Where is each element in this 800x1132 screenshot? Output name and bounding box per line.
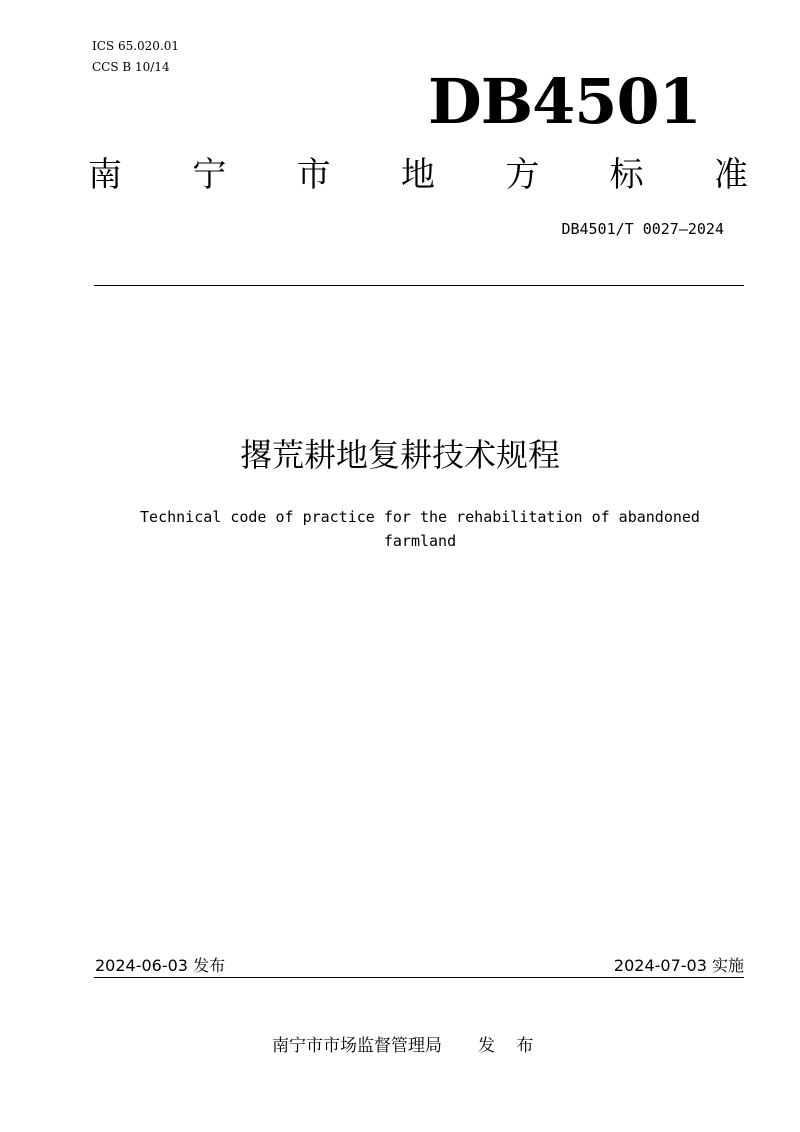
standard-kind-char: 标 (609, 155, 644, 195)
document-title-english: Technical code of practice for the rehabilitation of abandoned farmland (140, 508, 700, 550)
db-logo: DB4501 (428, 65, 701, 138)
standard-kind-char: 方 (505, 155, 540, 195)
ccs-code: CCS B 10/14 (92, 60, 170, 74)
publisher-line (272, 1034, 541, 1058)
standard-kind-char: 南 (88, 155, 122, 195)
standard-kind-char: 宁 (192, 155, 227, 195)
standard-kind-char: 准 (713, 155, 748, 195)
document-title-chinese: 撂荒耕地复耕技术规程 (239, 436, 560, 474)
bottom-divider (94, 977, 744, 978)
standard-kind-char: 市 (296, 155, 331, 195)
top-divider (94, 285, 744, 286)
implementation-date: 2024-07-03 实施 (613, 956, 744, 975)
issue-date: 2024-06-03 发布 (95, 956, 226, 975)
publisher-name: 南宁市市场监督管理局 (272, 1036, 442, 1056)
publish-action: 发 布 (478, 1036, 542, 1056)
standard-kind-char: 地 (400, 155, 435, 195)
ics-code: ICS 65.020.01 (92, 39, 180, 53)
standard-number: DB4501/T 0027—2024 (561, 220, 724, 238)
standard-kind-heading (88, 152, 748, 198)
